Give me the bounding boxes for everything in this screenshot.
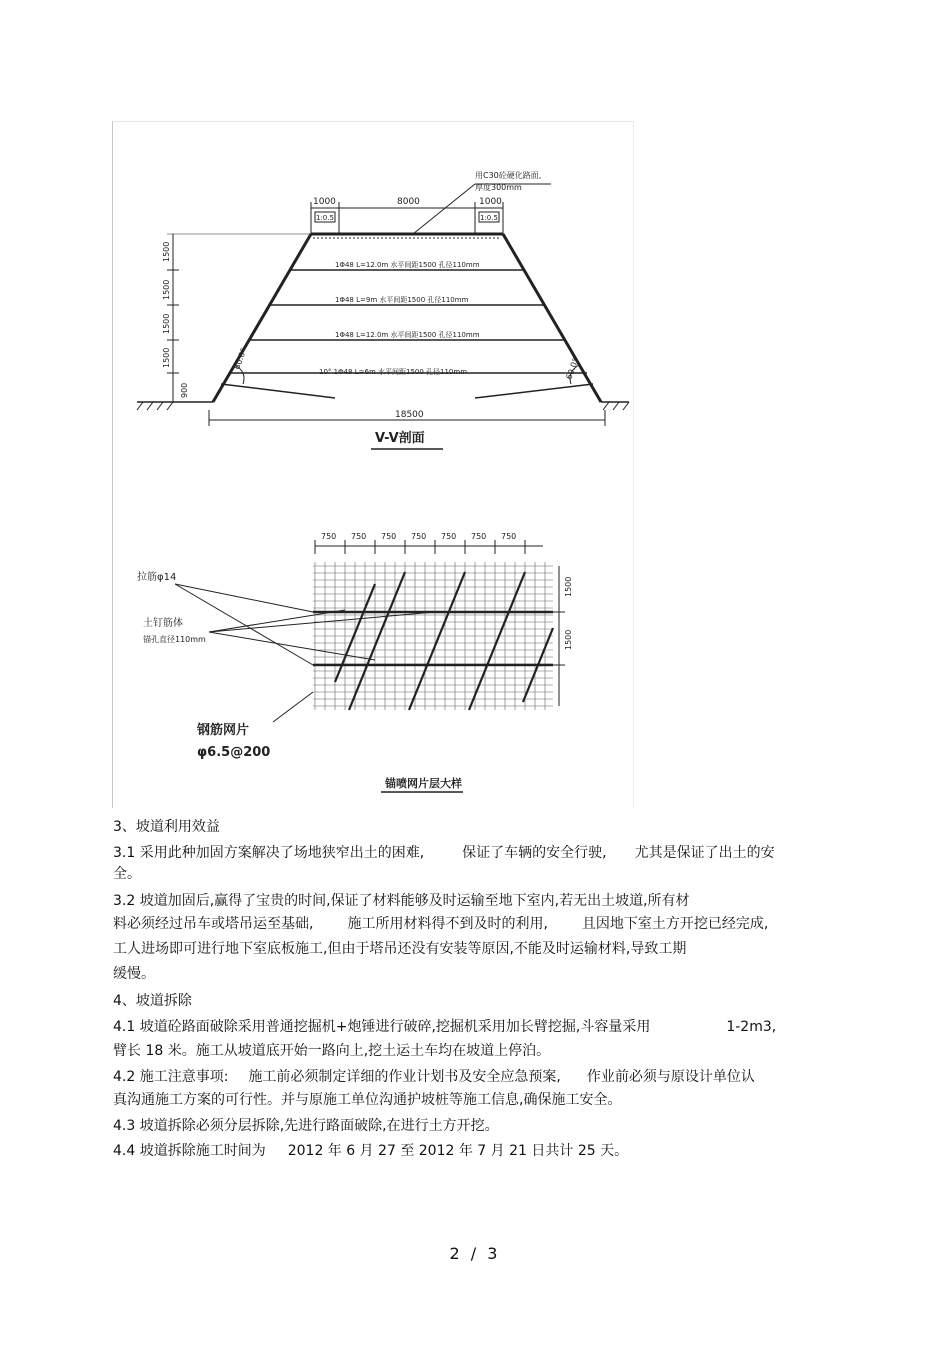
vdim-1: 1500 xyxy=(162,241,171,262)
angle-right: 60.0° xyxy=(564,357,581,381)
vdim-3: 1500 xyxy=(162,313,171,334)
col-dim-6: 750 xyxy=(471,532,487,541)
para-4-2-a2: 施工前必须制定详细的作业计划书及安全应急预案, xyxy=(248,1069,561,1085)
para-4-2-b: 真沟通施工方案的可行性。并与原施工单位沟通护坡桩等施工信息,确保施工安全。 xyxy=(113,1092,622,1108)
para-3-2-d: 缓慢。 xyxy=(113,966,155,982)
para-3-2-b2: 施工所用材料得不到及时的利用, xyxy=(347,916,548,932)
para-3-1-a: 3.1 采用此种加固方案解决了场地狭窄出土的困难, xyxy=(113,845,425,861)
drawing-canvas xyxy=(113,122,633,808)
para-4-2-line-1 xyxy=(113,1067,755,1087)
para-4-2-a3: 作业前必须与原设计单位认 xyxy=(586,1069,755,1085)
para-4-1-a2: 1-2m3, xyxy=(726,1019,777,1035)
nail-label-4: 10° 1Φ48 L=6m 水平间距1500 孔径110mm xyxy=(319,368,468,376)
section-note-2: 厚度300mm xyxy=(475,183,522,192)
para-3-1-line-1 xyxy=(113,843,775,863)
para-4-3: 4.3 坡道拆除必须分层拆除,先进行路面破除,在进行土方开挖。 xyxy=(113,1118,499,1134)
col-dim-3: 750 xyxy=(381,532,397,541)
para-3-2-b1: 料必须经过吊车或塔吊运至基础, xyxy=(113,916,314,932)
para-3-2-a: 3.2 坡道加固后,赢得了宝贵的时间,保证了材料能够及时运输至地下室内,若无出土坡道,所有材 xyxy=(113,893,690,909)
col-dim-7: 750 xyxy=(501,532,517,541)
para-3-1-c: 尤其是保证了出土的安 xyxy=(634,845,775,861)
para-3-2-b3: 且因地下室土方开挖已经完成, xyxy=(581,916,769,932)
para-4-4-a: 4.4 坡道拆除施工时间为 xyxy=(113,1143,266,1159)
dim-right: 1000 xyxy=(479,197,502,207)
para-4-1-line-1 xyxy=(113,1017,776,1037)
para-4-4-b: 2012 年 6 月 27 至 2012 年 7 月 21 日共计 25 天。 xyxy=(287,1143,629,1159)
para-4-1-a: 4.1 坡道砼路面破除采用普通挖掘机+炮锤进行破碎,挖掘机采用加长臂挖掘,斗容量采用 xyxy=(113,1019,651,1035)
para-4-2-a: 4.2 施工注意事项: xyxy=(113,1069,229,1085)
label-mesh-1: 钢筋网片 xyxy=(197,723,250,738)
para-4-1-b: 臂长 18 米。施工从坡道底开始一路向上,挖土运土车均在坡道上停泊。 xyxy=(113,1043,551,1059)
col-dim-5: 750 xyxy=(441,532,457,541)
label-soil-nail-1: 土钉筋体 xyxy=(143,618,183,629)
page-number: 2 / 3 xyxy=(449,1244,501,1263)
row-dim-1: 1500 xyxy=(564,576,573,597)
label-soil-nail-2: 锚孔直径110mm xyxy=(143,635,206,644)
label-mesh-2: φ6.5@200 xyxy=(197,745,271,760)
row-dim-2: 1500 xyxy=(564,629,573,650)
col-dim-4: 750 xyxy=(411,532,427,541)
slope-left: 1:0.5 xyxy=(316,214,334,222)
nail-label-2: 1Φ48 L=9m 水平间距1500 孔径110mm xyxy=(335,296,469,304)
vdim-5: 900 xyxy=(180,382,189,398)
slope-right: 1:0.5 xyxy=(480,214,498,222)
construction-drawing xyxy=(112,121,634,808)
angle-left: 60.0° xyxy=(232,347,249,371)
mesh-title: 锚喷网片层大样 xyxy=(385,777,462,790)
nail-label-3: 1Φ48 L=12.0m 水平间距1500 孔径110mm xyxy=(335,331,480,339)
label-tie-bar: 拉筋φ14 xyxy=(137,572,177,583)
nail-label-1: 1Φ48 L=12.0m 水平间距1500 孔径110mm xyxy=(335,261,480,269)
col-dim-1: 750 xyxy=(321,532,337,541)
section-drawing xyxy=(137,184,629,449)
dim-mid: 8000 xyxy=(397,197,420,207)
base-dim: 18500 xyxy=(395,410,424,420)
vdim-2: 1500 xyxy=(162,279,171,300)
section-3-heading: 3、坡道利用效益 xyxy=(113,819,220,835)
para-3-2-c: 工人进场即可进行地下室底板施工,但由于塔吊还没有安装等原因,不能及时运输材料,导致工期 xyxy=(113,941,687,957)
para-4-4 xyxy=(113,1141,628,1161)
section-4-heading: 4、坡道拆除 xyxy=(113,993,192,1009)
para-3-2-line-2 xyxy=(113,914,768,934)
para-3-1-b: 保证了车辆的安全行驶, xyxy=(462,845,607,861)
vdim-4: 1500 xyxy=(162,347,171,368)
col-dim-2: 750 xyxy=(351,532,367,541)
dim-left: 1000 xyxy=(313,197,336,207)
section-title: V-V剖面 xyxy=(375,431,425,446)
section-note-1: 用C30砼硬化路面, xyxy=(475,171,542,180)
para-3-1-d: 全。 xyxy=(113,866,141,882)
